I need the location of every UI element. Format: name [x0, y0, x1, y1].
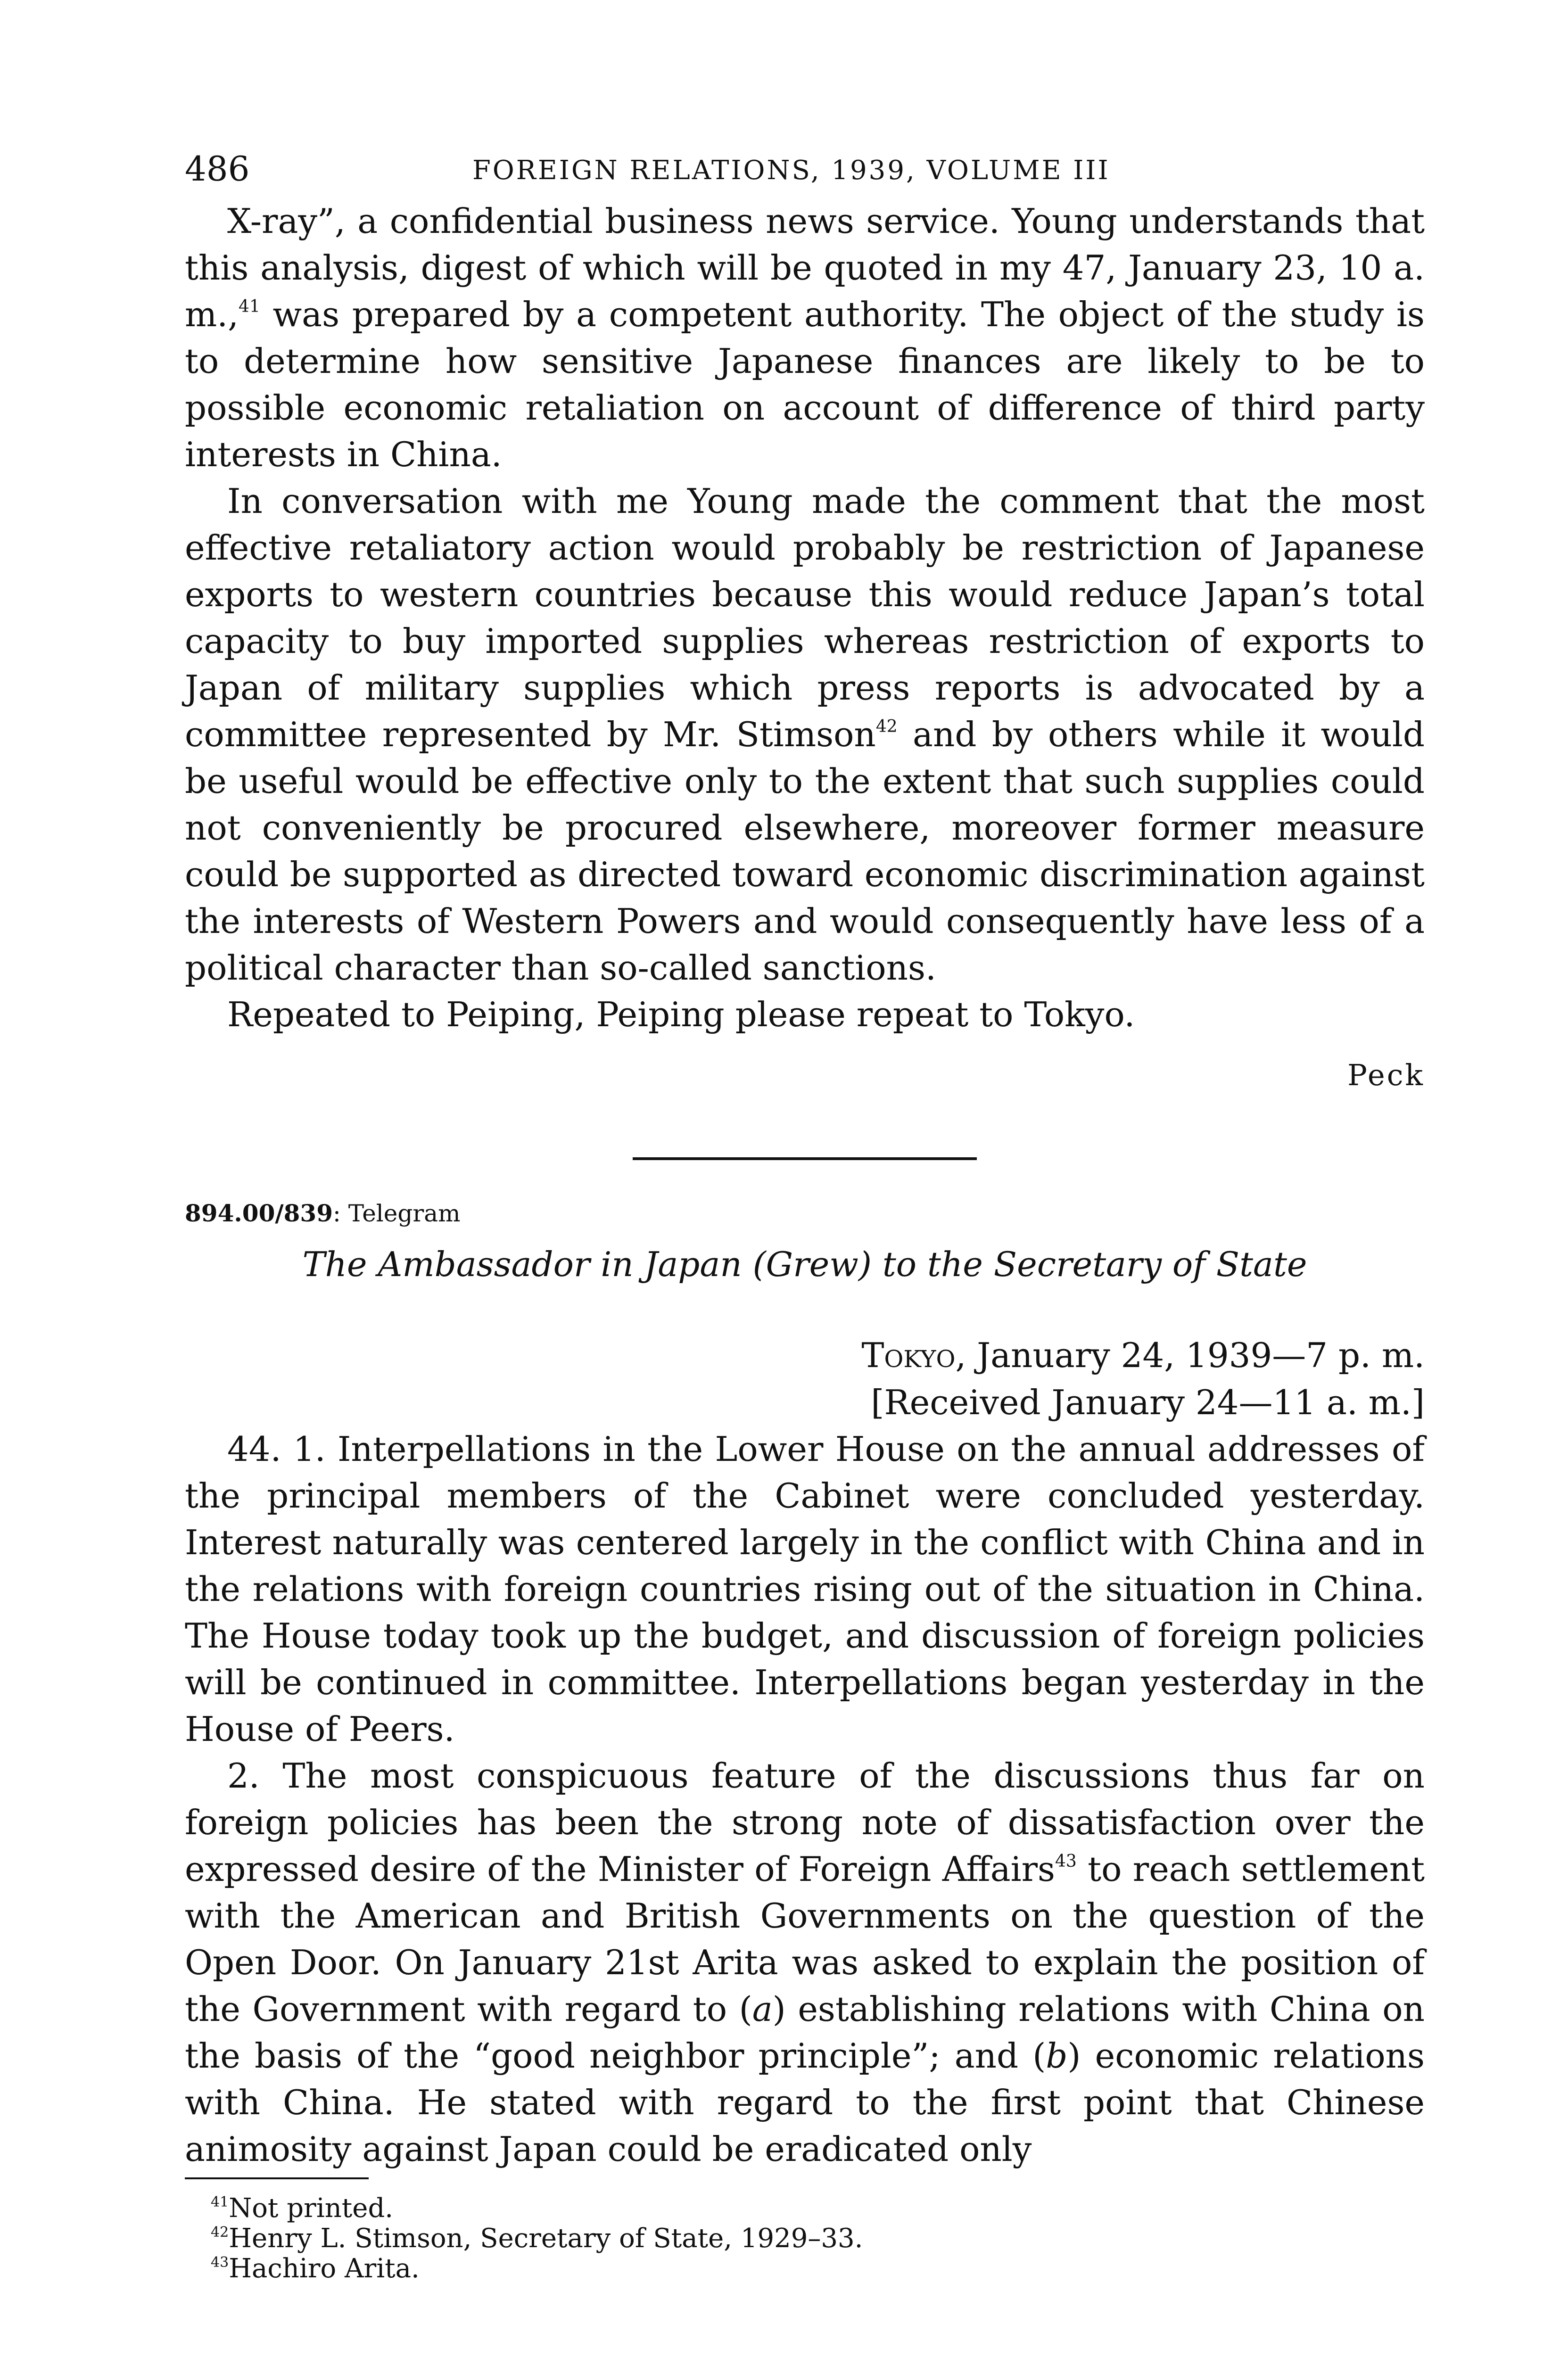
paragraph-text: ) establishing relations with China on the basis of the “good neighbor principle”; and ( — [185, 1989, 1425, 2076]
footnote-text: Hachiro Arita. — [229, 2253, 420, 2284]
footnote-reference[interactable]: 42 — [875, 717, 898, 736]
dateline-sent — [185, 1332, 1425, 1379]
italic-letter: b — [1046, 2036, 1068, 2076]
running-head — [185, 141, 1425, 198]
footnote-mark: 41 — [211, 2194, 229, 2211]
document-body — [185, 1426, 1425, 2173]
file-code: 894.00/839 — [185, 1199, 333, 1227]
file-type: : Telegram — [333, 1200, 461, 1227]
file-reference — [185, 1199, 1425, 1227]
paragraph-text: to reach settlement with the American and British Governments on the question of the Open Door. On January 21st Arita was asked to explain the position of the Government with regard to ( — [185, 1849, 1425, 2029]
footnote-reference[interactable]: 41 — [239, 297, 260, 316]
paragraph-text: 44. 1. Interpellations in the Lower House on the annual addresses of the principal members of the Cabinet were concluded yesterday. Interest naturally was centered largely in the conflict with China and in the relations with foreign countries rising out of the situation in China. The House today took up the budget, and discussion of foreign policies will be continued in committee. Interpellations began yesterday in the House of Peers. — [185, 1429, 1425, 1749]
paragraph — [185, 198, 1425, 478]
paragraph-text: Repeated to Peiping, Peiping please repeat to Tokyo. — [227, 995, 1135, 1034]
footnote-mark: 43 — [211, 2254, 229, 2271]
footnote-text: Henry L. Stimson, Secretary of State, 1929–33. — [229, 2223, 863, 2254]
dateline-sent-text: , January 24, 1939—7 p. m. — [955, 1335, 1425, 1376]
footnote-text: Not printed. — [229, 2193, 394, 2224]
page — [185, 141, 1425, 2284]
paragraph-text: In conversation with me Young made the comment that the most effective retaliatory action would probably be restriction of Japanese exports to western countries because this would reduce Japan’s total capacity to buy imported supplies whereas restriction of exports to Japan of military supplies which press reports is advocated by a committee represented by Mr. Stimson — [185, 481, 1425, 754]
footnote-rule — [185, 2177, 369, 2179]
running-title: FOREIGN RELATIONS, 1939, VOLUME III — [472, 155, 1110, 186]
paragraph — [185, 1426, 1425, 1753]
paragraph-text: and by others while it would be useful would be effective only to the extent that such supplies could not conveniently be procured elsewhere, moreover former measure could be supported as directed toward economic discrimination against the interests of Western Powers and would consequently have less of a political character than so-called sanctions. — [185, 715, 1425, 988]
paragraph-text: ) economic relations with China. He stated with regard to the first point that Chinese animosity against Japan could be eradicated only — [185, 2036, 1425, 2169]
paragraph-text: X-ray”, a confidential business news service. Young understands that this analysis, digest of which will be quoted in my 47, January 23, 10 a. m., — [185, 201, 1425, 334]
dateline-received: [Received January 24—11 a. m.] — [871, 1383, 1425, 1423]
footnote-reference[interactable]: 43 — [1055, 1852, 1077, 1871]
italic-letter: a — [752, 1989, 773, 2029]
paragraph — [185, 478, 1425, 991]
footnote — [211, 2224, 1425, 2254]
signature: Peck — [1347, 1058, 1425, 1092]
paragraph-text: was prepared by a competent authority. The object of the study is to determine how sensitive Japanese finances are likely to be to possible economic retaliation on account of difference of third party interests in China. — [185, 295, 1425, 474]
previous-document-body — [185, 198, 1425, 1038]
footnote — [211, 2193, 1425, 2224]
page-number: 486 — [185, 149, 250, 189]
paragraph — [185, 991, 1425, 1038]
footnote — [211, 2254, 1425, 2284]
footnote-mark: 42 — [211, 2224, 229, 2241]
document-heading: The Ambassador in Japan (Grew) to the Secretary of State — [302, 1244, 1307, 1284]
dateline-place: Tokyo — [861, 1335, 956, 1376]
paragraph-text: 2. The most conspicuous feature of the discussions thus far on foreign policies has been the strong note of dissatisfaction over the expressed desire of the Minister of Foreign Affairs — [185, 1756, 1425, 1889]
section-divider — [633, 1157, 977, 1160]
paragraph — [185, 1753, 1425, 2173]
footnotes — [185, 2193, 1425, 2284]
